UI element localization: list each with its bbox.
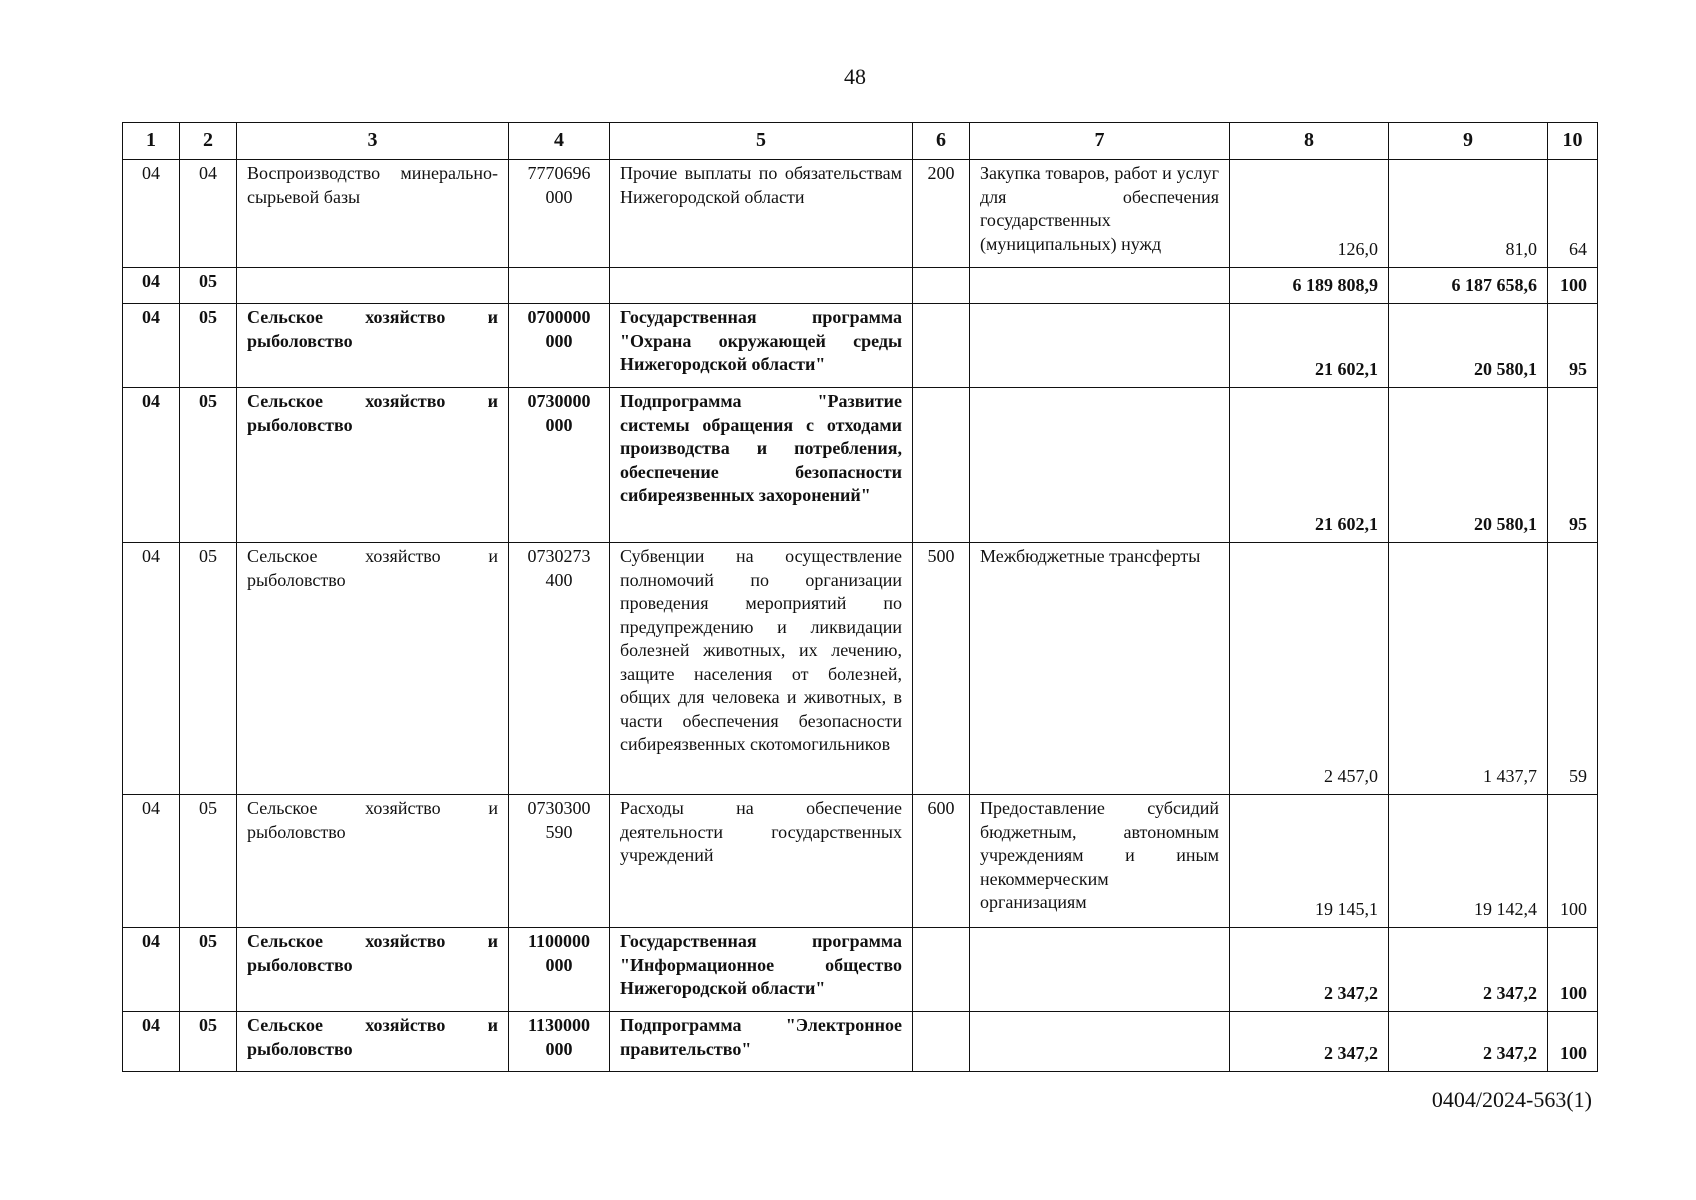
section-name: Сельское хозяйство и рыболовство (237, 304, 509, 388)
expense-type-name (970, 304, 1230, 388)
table-row (123, 928, 1598, 1012)
header-cell: 2 (180, 123, 237, 160)
budget-table (122, 122, 1598, 1072)
section-name: Сельское хозяйство и рыболовство (237, 795, 509, 928)
execution-percent: 100 (1548, 928, 1598, 1012)
expense-type-code: 200 (913, 160, 970, 268)
section-code: 04 (123, 160, 180, 268)
expense-type-code (913, 388, 970, 543)
section-name: Сельское хозяйство и рыболовство (237, 928, 509, 1012)
expense-type-code (913, 268, 970, 304)
execution-percent: 100 (1548, 268, 1598, 304)
header-cell: 7 (970, 123, 1230, 160)
expense-type-name (970, 268, 1230, 304)
section-name: Сельское хозяйство и рыболовство (237, 1012, 509, 1072)
section-code: 04 (123, 795, 180, 928)
expense-type-name: Закупка товаров, работ и услуг для обеспечения государственных (муниципальных) нужд (970, 160, 1230, 268)
article-name: Расходы на обеспечение деятельности государственных учреждений (610, 795, 913, 928)
section-code: 04 (123, 304, 180, 388)
table-row (123, 1012, 1598, 1072)
target-article-code: 0700000 000 (509, 304, 610, 388)
planned-amount: 6 189 808,9 (1230, 268, 1389, 304)
subsection-code: 05 (180, 1012, 237, 1072)
planned-amount: 21 602,1 (1230, 304, 1389, 388)
execution-percent: 100 (1548, 1012, 1598, 1072)
execution-percent: 59 (1548, 543, 1598, 795)
actual-amount: 6 187 658,6 (1389, 268, 1548, 304)
table-row (123, 543, 1598, 795)
expense-type-code (913, 1012, 970, 1072)
actual-amount: 2 347,2 (1389, 1012, 1548, 1072)
subsection-code: 05 (180, 795, 237, 928)
planned-amount: 2 347,2 (1230, 1012, 1389, 1072)
table-row (123, 388, 1598, 543)
header-cell: 5 (610, 123, 913, 160)
header-cell: 8 (1230, 123, 1389, 160)
execution-percent: 100 (1548, 795, 1598, 928)
planned-amount: 19 145,1 (1230, 795, 1389, 928)
article-name: Прочие выплаты по обязательствам Нижегородской области (610, 160, 913, 268)
article-name: Подпрограмма "Развитие системы обращения с отходами производства и потребления, обеспечение безопасности сибиреязвенных захоронений" (610, 388, 913, 543)
subsection-code: 04 (180, 160, 237, 268)
expense-type-name (970, 928, 1230, 1012)
target-article-code (509, 268, 610, 304)
expense-type-name: Межбюджетные трансферты (970, 543, 1230, 795)
planned-amount: 2 347,2 (1230, 928, 1389, 1012)
target-article-code: 0730300 590 (509, 795, 610, 928)
header-row (123, 123, 1598, 160)
article-name: Субвенции на осуществление полномочий по организации проведения мероприятий по предупреждению и ликвидации болезней животных, их лечению, защите населения от болезней, общих для человека и животных, в части обеспечения безопасности сибиреязвенных скотомогильников (610, 543, 913, 795)
table-row (123, 268, 1598, 304)
section-name (237, 268, 509, 304)
execution-percent: 64 (1548, 160, 1598, 268)
actual-amount: 1 437,7 (1389, 543, 1548, 795)
expense-type-code (913, 928, 970, 1012)
section-code: 04 (123, 543, 180, 795)
subsection-code: 05 (180, 928, 237, 1012)
target-article-code: 0730000 000 (509, 388, 610, 543)
actual-amount: 81,0 (1389, 160, 1548, 268)
target-article-code: 1100000 000 (509, 928, 610, 1012)
section-code: 04 (123, 388, 180, 543)
page-number: 48 (844, 64, 866, 89)
subsection-code: 05 (180, 388, 237, 543)
actual-amount: 20 580,1 (1389, 304, 1548, 388)
section-name: Сельское хозяйство и рыболовство (237, 388, 509, 543)
document-code: 0404/2024-563(1) (1431, 1087, 1592, 1112)
header-cell: 3 (237, 123, 509, 160)
planned-amount: 2 457,0 (1230, 543, 1389, 795)
planned-amount: 126,0 (1230, 160, 1389, 268)
table-row (123, 160, 1598, 268)
subsection-code: 05 (180, 304, 237, 388)
section-code: 04 (123, 268, 180, 304)
header-cell: 4 (509, 123, 610, 160)
article-name: Государственная программа "Охрана окружающей среды Нижегородской области" (610, 304, 913, 388)
execution-percent: 95 (1548, 388, 1598, 543)
header-cell: 6 (913, 123, 970, 160)
section-name: Сельское хозяйство и рыболовство (237, 543, 509, 795)
expense-type-code: 600 (913, 795, 970, 928)
section-code: 04 (123, 928, 180, 1012)
expense-type-name (970, 388, 1230, 543)
article-name: Подпрограмма "Электронное правительство" (610, 1012, 913, 1072)
section-name: Воспроизводство минерально-сырьевой базы (237, 160, 509, 268)
section-code: 04 (123, 1012, 180, 1072)
target-article-code: 7770696 000 (509, 160, 610, 268)
expense-type-code: 500 (913, 543, 970, 795)
planned-amount: 21 602,1 (1230, 388, 1389, 543)
article-name (610, 268, 913, 304)
header-cell: 9 (1389, 123, 1548, 160)
header-cell: 10 (1548, 123, 1598, 160)
actual-amount: 19 142,4 (1389, 795, 1548, 928)
expense-type-name: Предоставление субсидий бюджетным, автономным учреждениям и иным некоммерческим организациям (970, 795, 1230, 928)
target-article-code: 0730273 400 (509, 543, 610, 795)
expense-type-code (913, 304, 970, 388)
header-cell: 1 (123, 123, 180, 160)
table-row (123, 795, 1598, 928)
target-article-code: 1130000 000 (509, 1012, 610, 1072)
article-name: Государственная программа "Информационное общество Нижегородской области" (610, 928, 913, 1012)
subsection-code: 05 (180, 268, 237, 304)
actual-amount: 20 580,1 (1389, 388, 1548, 543)
subsection-code: 05 (180, 543, 237, 795)
execution-percent: 95 (1548, 304, 1598, 388)
table-row (123, 304, 1598, 388)
actual-amount: 2 347,2 (1389, 928, 1548, 1012)
expense-type-name (970, 1012, 1230, 1072)
